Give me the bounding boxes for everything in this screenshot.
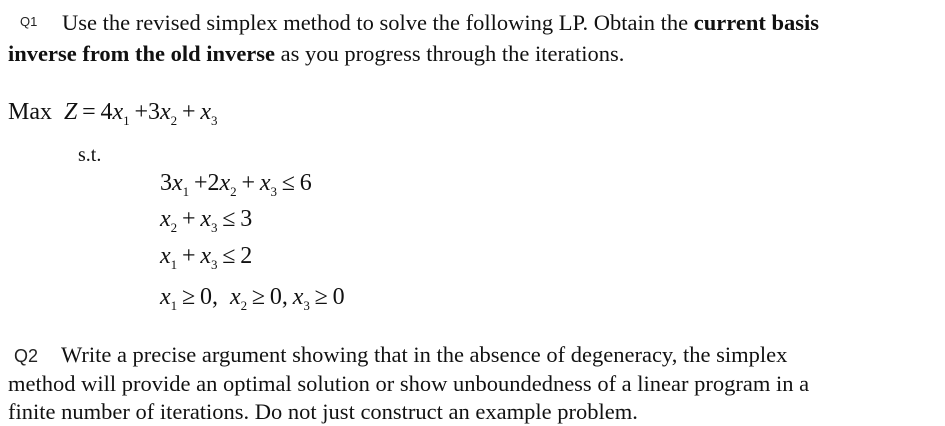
q1-label: Q1: [20, 14, 38, 29]
constraint-3: $x_1 + x_3 \le 2$: [160, 243, 253, 272]
q2-text-line3: finite number of iterations. Do not just construct an example problem.: [8, 399, 638, 424]
q1-text-line2: [8, 41, 624, 67]
q1-text-line2-bold: inverse from the old inverse: [8, 41, 276, 66]
q1-text-line1: [62, 10, 819, 36]
q1-text-line1-bold: current basis: [693, 10, 819, 35]
q2-label: Q2: [14, 346, 39, 366]
constraint-2: $x_2 + x_3 \le 3$: [160, 206, 253, 235]
objective-prefix: Max: [8, 99, 52, 125]
q2-text-line1: Write a precise argument showing that in the absence of degeneracy, the simplex: [61, 342, 788, 367]
objective-function: Max $Z = 4x_1 +3x_2 + x_3$: [8, 99, 218, 128]
nonnegativity-constraints: $x_1 \ge 0$, $x_2 \ge 0$, $x_3 \ge 0$: [160, 284, 345, 313]
subject-to-label: s.t.: [78, 144, 102, 166]
q1-text-line2-plain: as you progress through the iterations.: [275, 41, 625, 66]
q1-text-line1-plain: Use the revised simplex method to solve the following LP. Obtain the: [62, 10, 694, 35]
constraint-1: $3x_1 +2x_2 + x_3 \le 6$: [160, 170, 312, 199]
q2-text-line2: method will provide an optimal solution or show unboundedness of a linear program in a: [8, 371, 810, 396]
